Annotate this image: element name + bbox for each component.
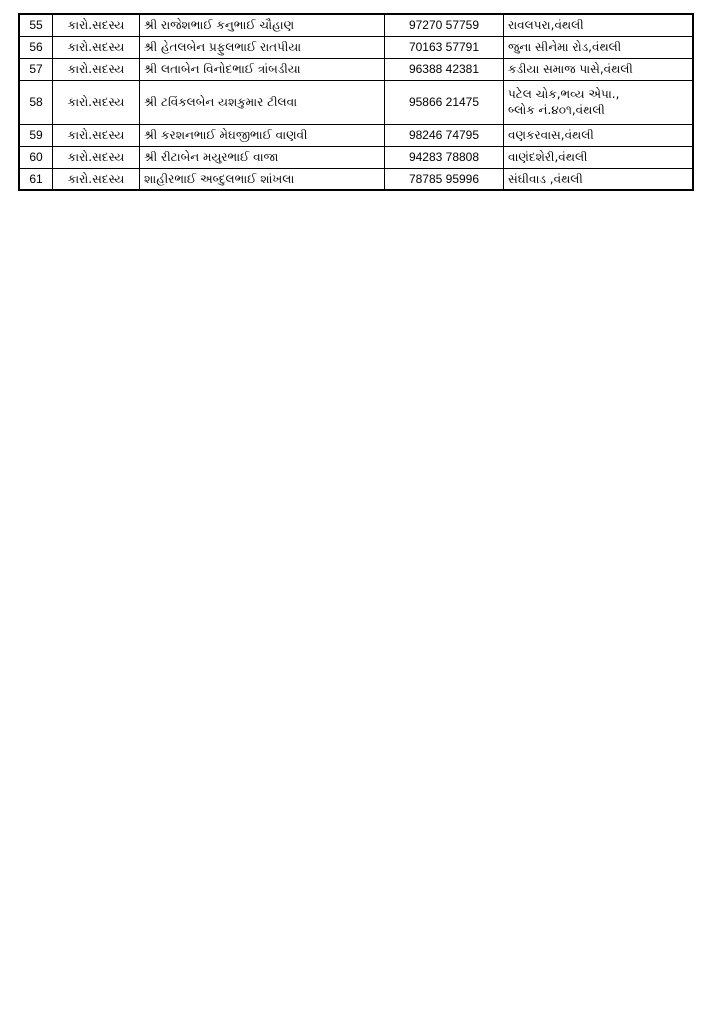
phone-number: 70163 57791 [385, 36, 504, 58]
member-role: કારો.સદસ્ય [53, 146, 140, 168]
member-name: શાહીરભાઈ અબ્દુલભાઈ શાંખલા [140, 168, 385, 190]
table-row [19, 168, 693, 190]
serial-number: 57 [19, 58, 53, 80]
member-address [504, 80, 694, 124]
address-line: પટેલ ચોક,ભવ્ય એપા., [508, 87, 620, 101]
member-address [504, 124, 694, 146]
address-line: રાવલપરા,વંથલી [508, 18, 584, 33]
phone-number: 95866 21475 [385, 80, 504, 124]
address-line: વણકરવાસ,વંથલી [508, 128, 594, 142]
table-row [19, 124, 693, 146]
table-row [19, 146, 693, 168]
member-name: શ્રી રીટાબેન મયુરભાઈ વાજા [140, 146, 385, 168]
table-row [19, 80, 693, 124]
members-table-body [19, 14, 693, 190]
member-role: કારો.સદસ્ય [53, 58, 140, 80]
address-line: વાણંદશેરી,વંથલી [508, 150, 588, 164]
member-role: કારો.સદસ્ય [53, 36, 140, 58]
phone-number: 97270 57759 [385, 14, 504, 36]
member-role: કારો.સદસ્ય [53, 124, 140, 146]
member-name: શ્રી હેતલબેન પ્રફુલભાઈ રાતપીયા [140, 36, 385, 58]
table-row [19, 36, 693, 58]
member-address [504, 14, 694, 36]
member-address [504, 168, 694, 190]
address-line: બ્લોક નં.૪૦૧,વંથલી [508, 103, 605, 117]
member-role: કારો.સદસ્ય [53, 14, 140, 36]
address-line: જુના સીનેમા રોડ,વંથલી [508, 40, 622, 54]
member-role: કારો.સદસ્ય [53, 168, 140, 190]
phone-number: 78785 95996 [385, 168, 504, 190]
member-role: કારો.સદસ્ય [53, 80, 140, 124]
member-address [504, 146, 694, 168]
phone-number: 98246 74795 [385, 124, 504, 146]
serial-number: 59 [19, 124, 53, 146]
serial-number: 56 [19, 36, 53, 58]
address-line: કડીયા સમાજ પાસે,વંથલી [508, 62, 633, 76]
member-name: શ્રી લતાબેન વિનોદભાઈ ત્રાંબડીયા [140, 58, 385, 80]
serial-number: 60 [19, 146, 53, 168]
address-line: સંઘીવાડ ,વંથલી [508, 171, 583, 186]
phone-number: 94283 78808 [385, 146, 504, 168]
member-name: શ્રી ટવિંકલબેન યશકુમાર ટીલવા [140, 80, 385, 124]
serial-number: 61 [19, 168, 53, 190]
member-name: શ્રી રાજેશભાઈ કનુભાઈ ચૌહાણ [140, 14, 385, 36]
table-row [19, 14, 693, 36]
member-address [504, 36, 694, 58]
table-row [19, 58, 693, 80]
serial-number: 55 [19, 14, 53, 36]
member-address [504, 58, 694, 80]
serial-number: 58 [19, 80, 53, 124]
members-table [18, 13, 694, 191]
phone-number: 96388 42381 [385, 58, 504, 80]
member-name: શ્રી કરશનભાઈ મેઘજીભાઈ વાણવી [140, 124, 385, 146]
